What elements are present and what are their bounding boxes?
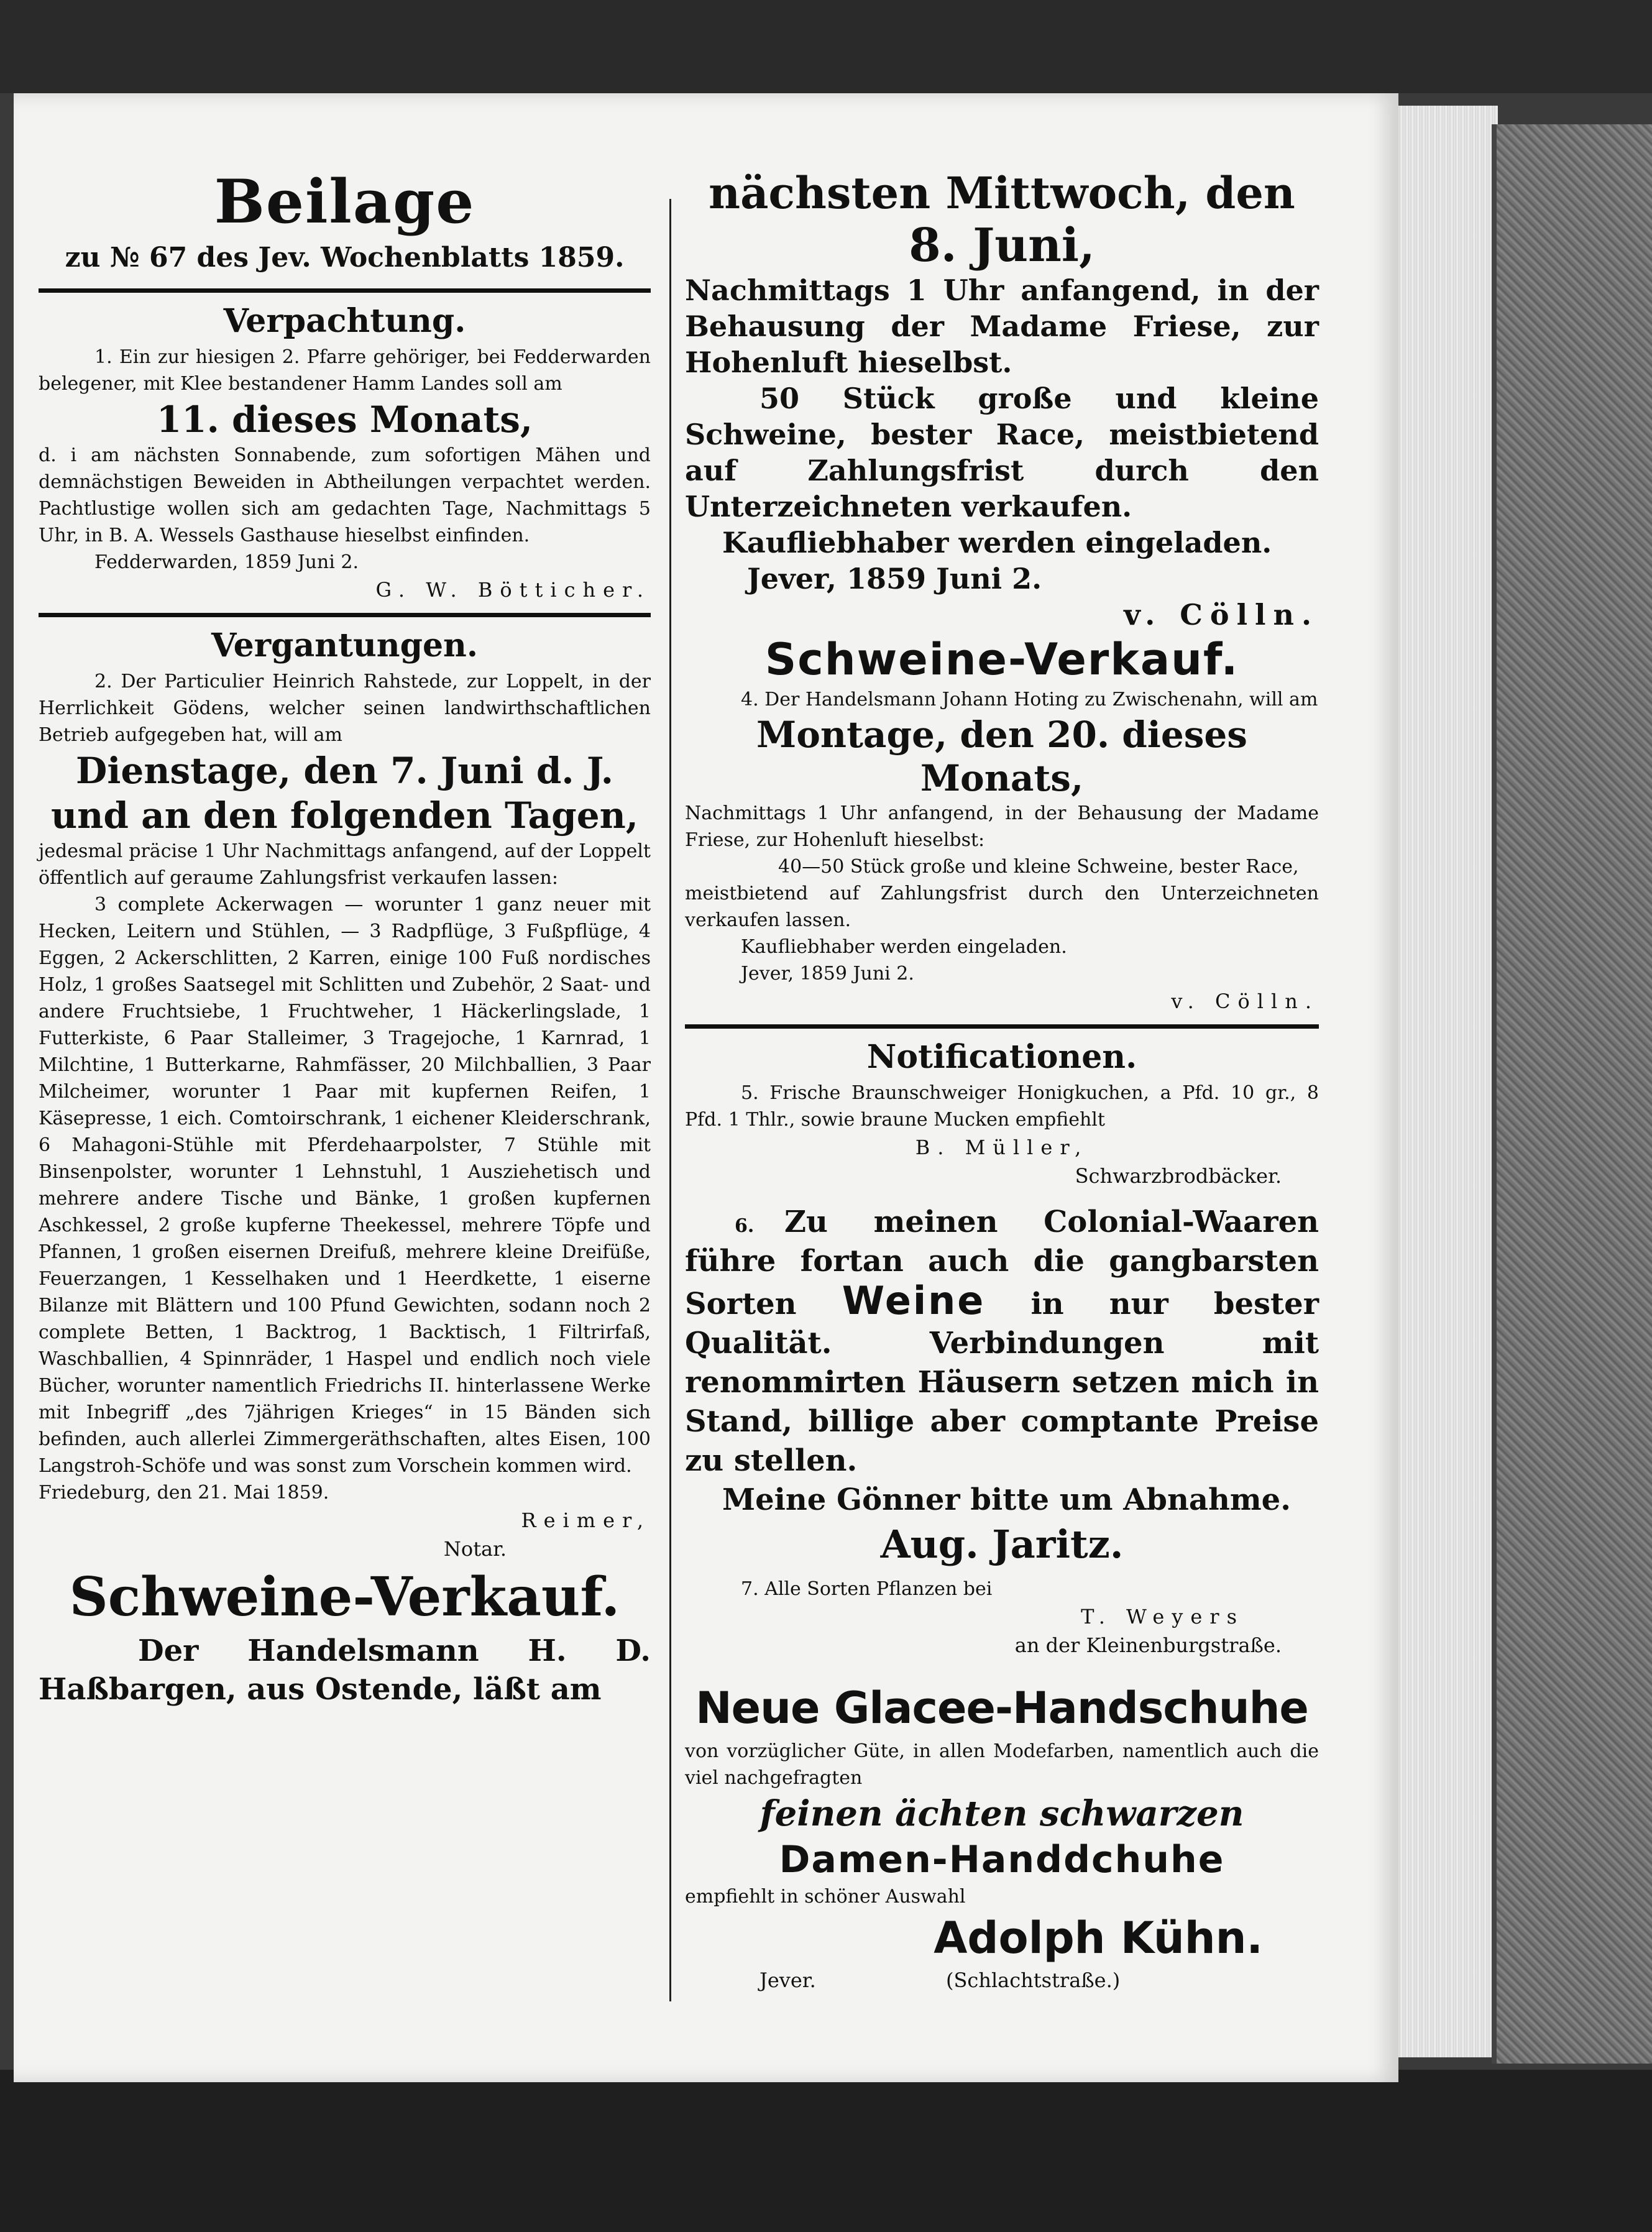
rule [39, 613, 651, 617]
notice-text: Nachmittags 1 Uhr anfangend, in der Behausung der Madame Friese, zur Hohenluft hieselbst: [685, 802, 1319, 851]
ad-subheading: feinen ächten schwarzen [759, 1793, 1244, 1834]
notice-date: 8. Juni, [909, 219, 1095, 272]
notice-schweine-verkauf-left [39, 1563, 651, 1709]
ad-subheading: Damen-Handdchuhe [779, 1838, 1225, 1881]
ad-heading: Neue Glacee-Handschuhe [695, 1683, 1308, 1734]
notice-footer [685, 1966, 1319, 1995]
right-column [685, 168, 1319, 1995]
notice-date: Dienstage, den 7. Juni d. J. [76, 750, 613, 792]
notice-number: 6. [735, 1215, 755, 1237]
notice-glacee [685, 1678, 1319, 1995]
rule [39, 288, 651, 293]
notice-signature: v. Cölln. [1171, 990, 1319, 1013]
column-divider [669, 199, 671, 2001]
scan-background-bottom [0, 2070, 1652, 2232]
notice-text: d. i am nächsten Sonnabende, zum sofortigen Mähen und demnächstigen Beweiden in Abtheilungen verpachtet werden. Pachtlustige wollen sich am gedachten Tage, Nachmittags 5 Uhr, in B. A. Wessels Gasthause hieselbst einfinden. [39, 444, 651, 546]
section-heading: Verpachtung. [223, 302, 466, 340]
notice-signature: Aug. Jaritz. [880, 1522, 1124, 1567]
notice-items: 40—50 Stück große und kleine Schweine, bester Race, [778, 856, 1299, 878]
notice-signature: B. Müller, [915, 1136, 1089, 1159]
notice-date: Montage, den 20. dieses Monats, [756, 714, 1247, 799]
notice-items: 3 complete Ackerwagen — worunter 1 ganz neuer mit Hecken, Leitern und Stühlen, — 3 Radpflüge, 3 Fußpflüge, 4 Eggen, 2 Ackerschlitten, 2 Karren, einige 100 Fuß nordisches Holz, 1 großes Saatsegel mit Schlitten und Zubehör, 2 Saat- und andere Fruchtsiebe, 1 Fruchtweher, 1 Häckerlingslade, 1 Futterkiste, 6 Paar Stalleimer, 3 Tragejoche, 1 Karnrad, 1 Milchtine, 1 Butterkarne, Rahmfässer, 20 Milchballien, 3 Paar Milcheimer, worunter 1 Paar mit kupfernen Reifen, 1 Käsepresse, 1 eich. Comtoirschrank, 1 eichener Kleiderschrank, 6 Mahagoni-Stühle mit Pferdehaarpolster, 7 Stühle mit Binsenpolster, worunter 1 Lehnstuhl, 1 Ausziehetisch und mehrere andere Tische und Bänke, 1 großen kupfernen Aschkessel, 2 große kupferne Theekessel, mehrere Töpfe und Pfannen, 1 großen eisernen Dreifuß, mehrere kleine Dreifüße, Feuerzangen, 1 Kesselhaken und 1 Heerdkette, 1 eiserne Bilanze mit Blättern und 100 Pfund Gewichten, sodann noch 2 complete Betten, 1 Backtrog, 1 Backtisch, 1 Filtrirfaß, Waschballien, 4 Spinnräder, 1 Haspel und endlich noch viele Bücher, worunter namentlich Friedrichs II. hinterlassene Werke mit Inbegriff „des 7jährigen Krieges“ in 15 Bänden sich befinden, auch allerlei Zimmergeräthschaften, altes Eisen, 100 Langstroh-Schöfe und was sonst zum Vorschein kommen wird. [39, 894, 651, 1477]
notice-text: 5. Frische Braunschweiger Honigkuchen, a Pfd. 10 gr., 8 Pfd. 1 Thlr., sowie braune Mucken empfiehlt [685, 1082, 1319, 1131]
notice-date: 11. dieses Monats, [156, 398, 533, 441]
section-heading: Vergantungen. [211, 627, 478, 664]
book-page-edges [1392, 106, 1498, 2057]
notice-place: Friedeburg, den 21. Mai 1859. [39, 1482, 329, 1504]
rule [685, 1024, 1319, 1029]
notice-signature: T. Weyers [1081, 1605, 1244, 1628]
notice-text: Kaufliebhaber werden eingeladen. [722, 526, 1272, 559]
notice-signature: v. Cölln. [1124, 598, 1319, 631]
notice-text: Meine Gönner bitte um Abnahme. [722, 1482, 1291, 1517]
notice-text: 7. Alle Sorten Pflanzen bei [741, 1578, 993, 1600]
notice-text: empfiehlt in schöner Auswahl [685, 1886, 966, 1908]
section-heading: Schweine-Verkauf. [69, 1566, 620, 1628]
notice-place: Jever, 1859 Juni 2. [747, 562, 1042, 595]
notice-signature: G. W. Bötticher. [375, 578, 651, 602]
notice-text: meistbietend auf Zahlungsfrist durch den Unterzeichneten verkaufen lassen. [685, 883, 1319, 931]
scan-background-top [0, 0, 1652, 93]
notice-text: jedesmal präcise 1 Uhr Nachmittags anfangend, auf der Loppelt öffentlich auf geraume Zahlungsfrist verkaufen lassen: [39, 840, 651, 889]
notice-text: Kaufliebhaber werden eingeladen. [741, 936, 1067, 958]
notice-verpachtung [39, 299, 651, 604]
notice-text: Zu meinen Colonial-Waaren führe fortan auch die gangbarsten Sorten [685, 1205, 1319, 1321]
notice-text: von vorzüglicher Güte, in allen Modefarben, namentlich auch die viel nachgefragten [685, 1740, 1319, 1789]
notice-text: 50 Stück große und kleine Schweine, bester Race, meistbietend auf Zahlungsfrist durch den Unterzeichneten verkaufen. [685, 382, 1319, 523]
notice-signature-title: Notar. [443, 1537, 507, 1561]
notice-date: und an den folgenden Tagen, [51, 794, 638, 837]
notice-date: nächsten Mittwoch, den [709, 167, 1295, 219]
notice-colonial-waaren [685, 1203, 1319, 1569]
notice-place: Jever, 1859 Juni 2. [741, 963, 914, 985]
notice-text: Der Handelsmann H. D. Haßbargen, aus Ostende, läßt am [39, 1633, 651, 1707]
notice-signature-title: Schwarzbrodbäcker. [1075, 1164, 1282, 1188]
notice-place: Jever. [759, 1968, 816, 1992]
notice-signature: Adolph Kühn. [934, 1913, 1263, 1963]
book-cover [1492, 124, 1652, 2064]
notice-signature-title: an der Kleinenburgstraße. [1014, 1633, 1282, 1657]
notice-schweine-verkauf-right [685, 633, 1319, 1016]
section-heading: Notificationen. [866, 1038, 1137, 1076]
page-title: Beilage [214, 167, 475, 237]
notice-text: in nur bester Qualität. Verbindungen mit renommirten Häusern setzen mich in Stand, billige aber comptante Preise zu stellen. [685, 1287, 1319, 1478]
newspaper-page [14, 93, 1398, 2082]
notice-text: 2. Der Particulier Heinrich Rahstede, zur Loppelt, in der Herrlichkeit Gödens, welcher seinen landwirthschaftlichen Betrieb aufgegeben hat, will am [39, 671, 651, 746]
notice-text: Nachmittags 1 Uhr anfangend, in der Behausung der Madame Friese, zur Hohenluft hieselbst. [685, 273, 1319, 379]
section-heading: Schweine-Verkauf. [764, 634, 1239, 685]
notice-signature: Reimer, [521, 1509, 651, 1532]
notice-vergantungen [39, 623, 651, 1563]
notice-continued [685, 168, 1319, 633]
page-subtitle: zu № 67 des Jev. Wochenblatts 1859. [65, 242, 625, 273]
notice-text: 4. Der Handelsmann Johann Hoting zu Zwischenahn, will am [741, 689, 1318, 710]
notice-place: Fedderwarden, 1859 Juni 2. [94, 551, 359, 573]
highlight-weine: Weine [842, 1278, 986, 1323]
notice-address: (Schlachtstraße.) [946, 1968, 1121, 1992]
notice-text: 1. Ein zur hiesigen 2. Pfarre gehöriger, bei Fedderwarden belegener, mit Klee bestandener Hamm Landes soll am [39, 346, 651, 395]
left-column [39, 168, 651, 1709]
notice-text [685, 1203, 1319, 1481]
notice-notificationen [685, 1035, 1319, 1995]
